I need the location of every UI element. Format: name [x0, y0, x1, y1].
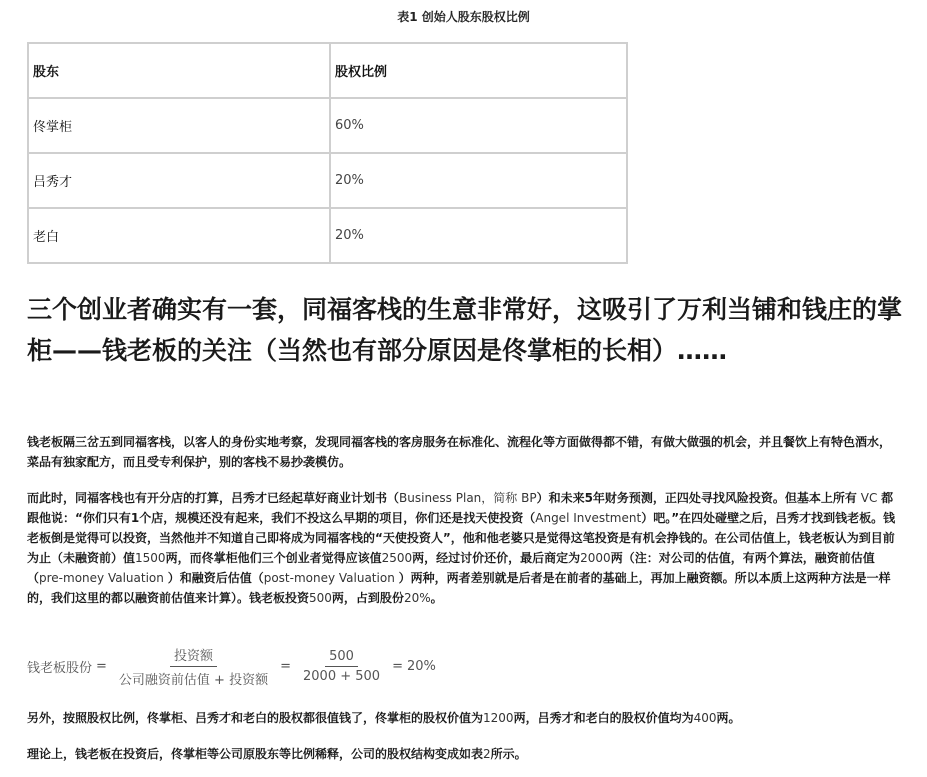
text-segment: post-money Valuation	[263, 571, 399, 585]
paragraph-equity-value	[27, 708, 899, 728]
equity-table	[27, 42, 628, 264]
text-segment: 两。	[716, 711, 741, 725]
text-segment: Angel Investment	[535, 511, 642, 525]
text-segment: Business Plan，简称 BP	[399, 491, 537, 505]
paragraph-dilution	[27, 744, 899, 764]
table-row	[28, 153, 627, 208]
formula-denominator: 公司融资前估值 + 投资额	[118, 673, 269, 688]
formula-equals: =	[280, 659, 291, 674]
text-segment: ）和融资后估值（	[167, 571, 264, 585]
formula-equals: =	[392, 659, 403, 674]
formula-lhs: 钱老板股份	[27, 661, 93, 676]
text-segment: ）两种，两者差别就是后者是在前者的基础上，再加上融资额。所以本质上这两种方法是一样的，我们这里的都以融资前估值来计算）。钱老板投资	[27, 571, 891, 605]
header-shareholder: 股东	[28, 43, 330, 98]
headline: 三个创业者确实有一套，同福客栈的生意非常好，这吸引了万利当铺和钱庄的掌柜——钱老板的关注（当然也有部分原因是佟掌柜的长相）……	[27, 295, 903, 365]
paragraph-valuation	[27, 488, 899, 608]
text-segment: 另外，按照股权比例，佟掌柜、吕秀才和老白的股权都很值钱了，佟掌柜的股权价值为	[27, 711, 484, 725]
shareholder-name: 吕秀才	[28, 153, 330, 208]
text-segment: 。	[430, 591, 443, 605]
text-segment: 两（注：对公司的估值，有两个算法，融资前估值（	[27, 551, 875, 585]
formula-numerator: 投资额	[170, 645, 217, 667]
header-share-ratio: 股权比例	[330, 43, 627, 98]
text-segment: pre-money Valuation	[39, 571, 168, 585]
text-segment: 20%	[403, 591, 431, 605]
formula-denominator: 2000 + 500	[303, 669, 381, 684]
table-row	[28, 98, 627, 153]
text-segment: 2500	[381, 551, 413, 565]
text-segment: 两，经过讨价还价，最后商定为	[412, 551, 581, 565]
text-segment: 1500	[135, 551, 166, 565]
formula-numerator: 500	[325, 649, 358, 667]
text-segment: 两，而佟掌柜他们三个创业者觉得应该值	[165, 551, 382, 565]
text-segment: 理论上，钱老板在投资后，佟掌柜等公司原股东等比例稀释，公司的股权结构变成如表	[27, 747, 484, 761]
text-segment: ）吧。”在四处碰壁之后，吕秀才找到钱老板。钱老板倒是觉得可以投资，当然他并不知道自己即将成为同福客栈的“天使投资人”，他和他老婆只是觉得这笔投资是有机会挣钱的。在公司估值上，钱老板认为到目前为止（未融资前）值	[27, 511, 896, 565]
shareholder-name: 佟掌柜	[28, 98, 330, 153]
share-formula	[27, 645, 436, 688]
text-segment: 2000	[580, 551, 611, 565]
text-segment: VC	[856, 491, 882, 505]
formula-result: 20%	[406, 659, 436, 674]
table-header-row	[28, 43, 627, 98]
text-segment: 400	[693, 711, 717, 725]
table-row	[28, 208, 627, 263]
table-caption: 表1 创始人股东股权比例	[397, 10, 530, 24]
text-segment: 而此时，同福客栈也有开分店的打算，吕秀才已经起草好商业计划书（	[27, 491, 400, 505]
shareholder-name: 老白	[28, 208, 330, 263]
shareholder-share: 60%	[330, 98, 627, 153]
shareholder-share: 20%	[330, 153, 627, 208]
formula-fraction	[115, 645, 272, 688]
text-segment: 两，吕秀才和老白的股权价值均为	[513, 711, 694, 725]
text-segment: 500	[309, 591, 332, 605]
text-segment: 2	[483, 747, 491, 761]
text-segment: ）和未来5年财务预测，正四处寻找风险投资。但基本上所有	[536, 491, 857, 505]
text-segment: 所示。	[490, 747, 527, 761]
formula-equals: =	[96, 659, 107, 674]
formula-fraction	[299, 649, 384, 684]
text-segment: 1200	[483, 711, 514, 725]
text-segment: 都跟他说：“你们只有1个店，规模还没有起来，我们不投这么早期的项目，你们还是找天使投资（	[27, 491, 894, 525]
paragraph-site-visit: 钱老板隔三岔五到同福客栈，以客人的身份实地考察，发现同福客栈的客房服务在标准化、流程化等方面做得都不错，有做大做强的机会，并且餐饮上有特色酒水，菜品有独家配方，而且受专利保护，别的客栈不易抄袭模仿。	[27, 435, 892, 469]
shareholder-share: 20%	[330, 208, 627, 263]
text-segment: 两，占到股份	[331, 591, 404, 605]
